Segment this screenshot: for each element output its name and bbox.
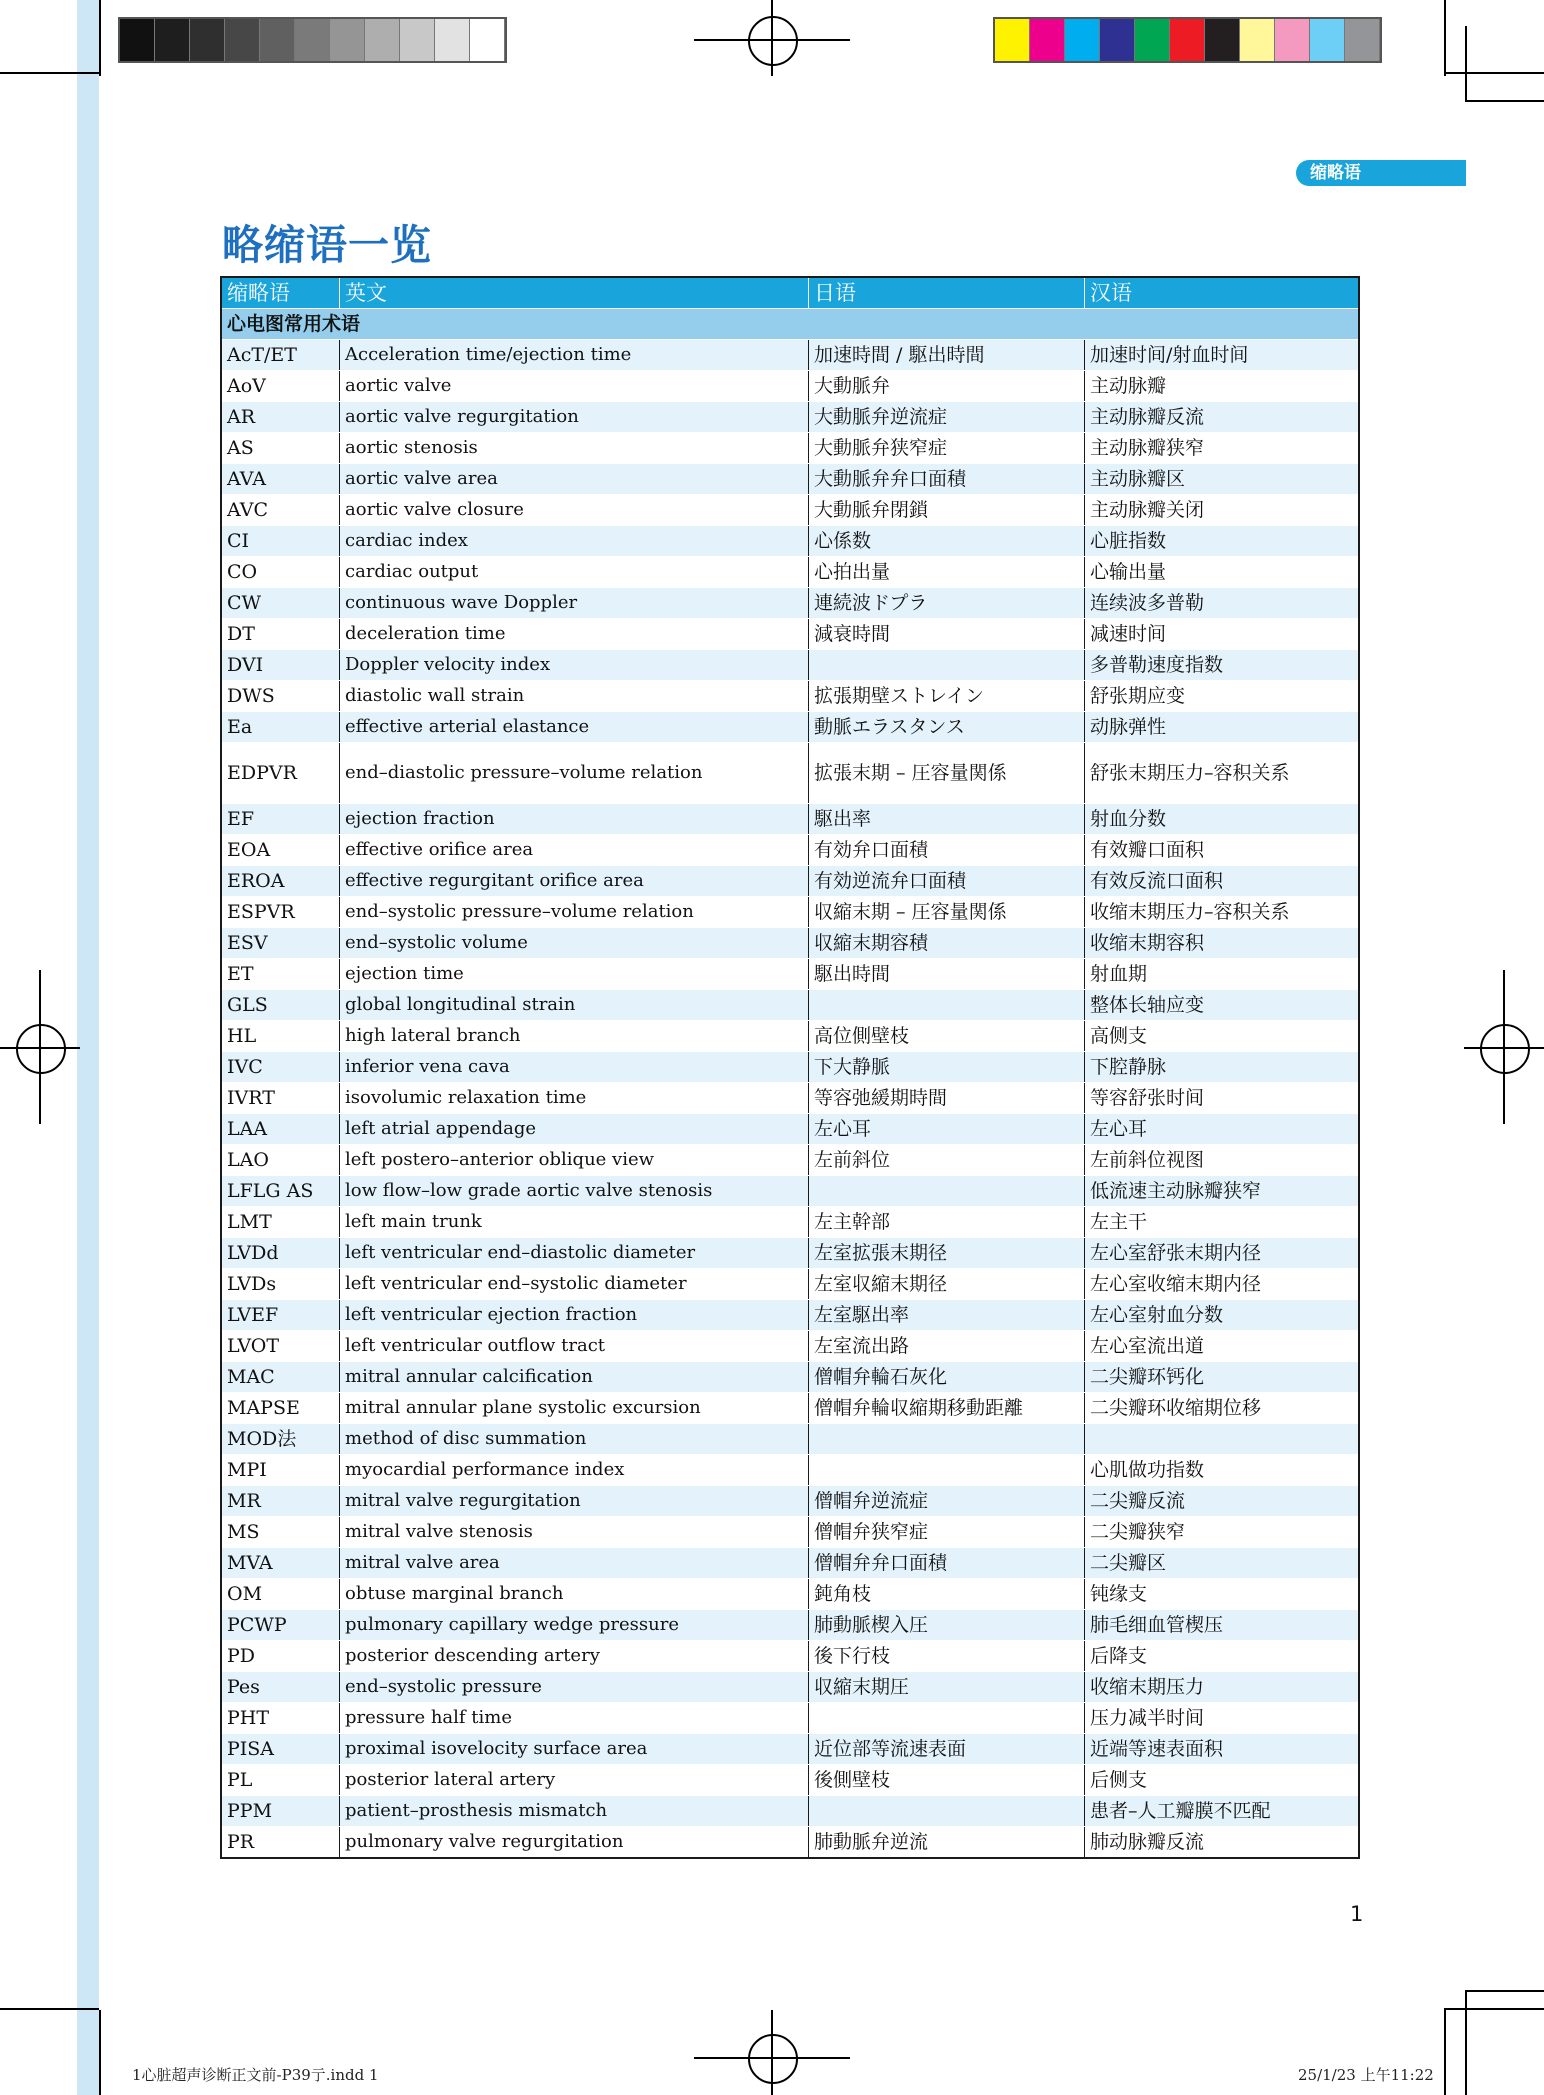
table-row (222, 587, 1358, 618)
footer-timestamp: 25/1/23 上午11:22 (1298, 2066, 1434, 2084)
english-cell: isovolumic relaxation time (340, 1083, 809, 1113)
color-swatch (1275, 19, 1310, 61)
abbreviation-cell: EROA (222, 866, 340, 896)
table-header (222, 278, 1358, 308)
abbreviation-cell: PCWP (222, 1610, 340, 1640)
crop-mark (1444, 2010, 1446, 2095)
japanese-cell: 拡張末期 – 圧容量関係 (809, 743, 1085, 803)
chinese-cell: 主动脉瓣区 (1090, 468, 1186, 490)
english-cell: low flow–low grade aortic valve stenosis (340, 1176, 809, 1206)
table-row (222, 803, 1358, 834)
japanese-cell: 有効弁口面積 (809, 835, 1085, 865)
chinese-cell: 压力减半时间 (1090, 1707, 1205, 1729)
english-cell: mitral valve stenosis (340, 1517, 809, 1547)
color-swatch (470, 19, 505, 61)
chinese-cell: 有效瓣口面积 (1090, 839, 1205, 861)
color-swatch (155, 19, 190, 61)
chinese-cell: 左心室收缩末期内径 (1090, 1273, 1262, 1295)
japanese-cell: 後下行枝 (809, 1641, 1085, 1671)
registration-mark-line (1503, 970, 1505, 1124)
japanese-cell: 有効逆流弁口面積 (809, 866, 1085, 896)
table-row (222, 1423, 1358, 1454)
color-swatch (365, 19, 400, 61)
abbreviation-cell: CW (222, 588, 340, 618)
table-row (222, 711, 1358, 742)
color-swatch (995, 19, 1030, 61)
abbreviation-cell: LAA (222, 1114, 340, 1144)
abbreviation-cell: DT (222, 619, 340, 649)
chinese-cell: 二尖瓣反流 (1090, 1490, 1186, 1512)
english-cell: left ventricular end–diastolic diameter (340, 1238, 809, 1268)
abbreviation-cell: PD (222, 1641, 340, 1671)
english-cell: Doppler velocity index (340, 650, 809, 680)
english-cell: mitral valve regurgitation (340, 1486, 809, 1516)
japanese-cell (809, 1424, 1085, 1454)
registration-mark (748, 2034, 798, 2084)
abbreviation-cell: LVOT (222, 1331, 340, 1361)
english-cell: global longitudinal strain (340, 990, 809, 1020)
english-cell: end–systolic pressure (340, 1672, 809, 1702)
color-swatch (1030, 19, 1065, 61)
color-swatch (1065, 19, 1100, 61)
table-row (222, 1733, 1358, 1764)
japanese-cell: 僧帽弁輪石灰化 (809, 1362, 1085, 1392)
english-cell: high lateral branch (340, 1021, 809, 1051)
chinese-cell: 心输出量 (1090, 561, 1167, 583)
chinese-cell: 二尖瓣环钙化 (1090, 1366, 1205, 1388)
japanese-cell: 大動脈弁狭窄症 (809, 433, 1085, 463)
header-japanese: 日语 (809, 278, 1085, 308)
abbreviation-cell: MVA (222, 1548, 340, 1578)
color-swatch (400, 19, 435, 61)
abbreviation-cell: Pes (222, 1672, 340, 1702)
header-chinese: 汉语 (1090, 281, 1132, 305)
table-row (222, 742, 1358, 803)
table-row (222, 834, 1358, 865)
table-row (222, 958, 1358, 989)
abbreviation-cell: AcT/ET (222, 340, 340, 370)
english-cell: left ventricular outflow tract (340, 1331, 809, 1361)
abbreviation-cell: Ea (222, 712, 340, 742)
japanese-cell: 僧帽弁逆流症 (809, 1486, 1085, 1516)
japanese-cell: 収縮末期容積 (809, 928, 1085, 958)
english-cell: end–systolic volume (340, 928, 809, 958)
english-cell: ejection time (340, 959, 809, 989)
chinese-cell: 主动脉瓣 (1090, 375, 1167, 397)
abbreviation-cell: GLS (222, 990, 340, 1020)
table-row (222, 1175, 1358, 1206)
table-row (222, 1392, 1358, 1423)
japanese-cell: 下大静脈 (809, 1052, 1085, 1082)
header-abbreviation: 缩略语 (222, 278, 340, 308)
table-row (222, 1485, 1358, 1516)
chinese-cell: 左心耳 (1090, 1118, 1148, 1140)
english-cell: posterior descending artery (340, 1641, 809, 1671)
japanese-cell: 後側壁枝 (809, 1765, 1085, 1795)
english-cell: aortic valve area (340, 464, 809, 494)
english-cell: left ventricular ejection fraction (340, 1300, 809, 1330)
chinese-cell: 左心室射血分数 (1090, 1304, 1224, 1326)
chinese-cell: 整体长轴应变 (1090, 994, 1205, 1016)
abbreviation-cell: EDPVR (222, 743, 340, 803)
abbreviation-cell: LVDd (222, 1238, 340, 1268)
chinese-cell: 收缩末期容积 (1090, 932, 1205, 954)
chinese-cell: 钝缘支 (1090, 1583, 1148, 1605)
crop-mark (1465, 100, 1544, 102)
table-body (222, 339, 1358, 1857)
japanese-cell: 左主幹部 (809, 1207, 1085, 1237)
abbreviation-cell: HL (222, 1021, 340, 1051)
table-row (222, 432, 1358, 463)
chinese-cell: 左主干 (1090, 1211, 1148, 1233)
abbreviation-cell: LVDs (222, 1269, 340, 1299)
chinese-cell: 有效反流口面积 (1090, 870, 1224, 892)
japanese-cell: 僧帽弁弁口面積 (809, 1548, 1085, 1578)
abbreviation-cell: ESV (222, 928, 340, 958)
japanese-cell: 等容弛緩期時間 (809, 1083, 1085, 1113)
registration-mark (748, 16, 798, 66)
crop-mark (99, 2010, 101, 2095)
crop-mark (99, 0, 101, 76)
table-row (222, 1020, 1358, 1051)
chinese-cell: 左前斜位视图 (1090, 1149, 1205, 1171)
abbreviation-cell: AoV (222, 371, 340, 401)
english-cell: mitral annular plane systolic excursion (340, 1393, 809, 1423)
chinese-cell: 多普勒速度指数 (1090, 654, 1224, 676)
table-row (222, 927, 1358, 958)
table-row (222, 463, 1358, 494)
abbreviation-cell: LVEF (222, 1300, 340, 1330)
english-cell: effective regurgitant orifice area (340, 866, 809, 896)
chinese-cell: 收缩末期压力 (1090, 1676, 1205, 1698)
table-row (222, 525, 1358, 556)
registration-mark (1480, 1024, 1530, 1074)
chinese-cell: 主动脉瓣关闭 (1090, 499, 1205, 521)
japanese-cell: 大動脈弁 (809, 371, 1085, 401)
japanese-cell: 大動脈弁逆流症 (809, 402, 1085, 432)
color-swatch (1310, 19, 1345, 61)
abbreviation-cell: IVC (222, 1052, 340, 1082)
table-row (222, 1268, 1358, 1299)
table-row (222, 1795, 1358, 1826)
japanese-cell (809, 1703, 1085, 1733)
chinese-cell: 心脏指数 (1090, 530, 1167, 552)
english-cell: posterior lateral artery (340, 1765, 809, 1795)
registration-mark-line (771, 0, 773, 76)
chinese-cell: 近端等速表面积 (1090, 1738, 1224, 1760)
abbreviation-cell: ESPVR (222, 897, 340, 927)
table-row (222, 1082, 1358, 1113)
chinese-cell: 二尖瓣环收缩期位移 (1090, 1397, 1262, 1419)
table-row (222, 1206, 1358, 1237)
english-cell: diastolic wall strain (340, 681, 809, 711)
english-cell: pressure half time (340, 1703, 809, 1733)
abbreviation-cell: AS (222, 433, 340, 463)
registration-mark-line (39, 970, 41, 1124)
japanese-cell: 左室駆出率 (809, 1300, 1085, 1330)
english-cell: aortic valve regurgitation (340, 402, 809, 432)
registration-mark (16, 1024, 66, 1074)
table-row (222, 1609, 1358, 1640)
english-cell: method of disc summation (340, 1424, 809, 1454)
chinese-cell: 加速时间/射血时间 (1090, 344, 1249, 366)
english-cell: left atrial appendage (340, 1114, 809, 1144)
japanese-cell (809, 650, 1085, 680)
table-row (222, 1330, 1358, 1361)
table-row (222, 989, 1358, 1020)
chinese-cell: 动脉弹性 (1090, 716, 1167, 738)
abbreviation-cell: ET (222, 959, 340, 989)
table-row (222, 1361, 1358, 1392)
japanese-cell: 大動脈弁弁口面積 (809, 464, 1085, 494)
abbreviation-cell: MR (222, 1486, 340, 1516)
japanese-cell: 収縮末期 – 圧容量関係 (809, 897, 1085, 927)
abbreviation-cell: PR (222, 1827, 340, 1857)
chinese-cell: 后降支 (1090, 1645, 1148, 1667)
chinese-cell: 二尖瓣狭窄 (1090, 1521, 1186, 1543)
japanese-cell: 収縮末期圧 (809, 1672, 1085, 1702)
abbreviation-cell: PHT (222, 1703, 340, 1733)
header-english: 英文 (340, 278, 809, 308)
table-row (222, 370, 1358, 401)
crop-mark (0, 72, 99, 74)
english-cell: end–diastolic pressure–volume relation (340, 743, 809, 803)
japanese-cell: 肺動脈楔入圧 (809, 1610, 1085, 1640)
table-row (222, 896, 1358, 927)
chinese-cell: 主动脉瓣狭窄 (1090, 437, 1205, 459)
crop-mark (0, 2008, 99, 2010)
english-cell: ejection fraction (340, 804, 809, 834)
abbreviation-cell: MPI (222, 1455, 340, 1485)
chinese-cell: 减速时间 (1090, 623, 1167, 645)
japanese-cell: 高位側壁枝 (809, 1021, 1085, 1051)
table-row (222, 1144, 1358, 1175)
color-swatch (1135, 19, 1170, 61)
table-row (222, 1826, 1358, 1857)
english-cell: proximal isovelocity surface area (340, 1734, 809, 1764)
abbreviation-cell: EOA (222, 835, 340, 865)
english-cell: end–systolic pressure–volume relation (340, 897, 809, 927)
registration-mark-line (771, 2010, 773, 2095)
table-row (222, 1516, 1358, 1547)
table-row (222, 339, 1358, 370)
crop-mark (1465, 1990, 1467, 2095)
english-cell: left postero–anterior oblique view (340, 1145, 809, 1175)
japanese-cell: 動脈エラスタンス (809, 712, 1085, 742)
japanese-cell (809, 990, 1085, 1020)
japanese-cell: 大動脈弁閉鎖 (809, 495, 1085, 525)
english-cell: left main trunk (340, 1207, 809, 1237)
english-cell: effective arterial elastance (340, 712, 809, 742)
crop-mark (1465, 1990, 1544, 1992)
japanese-cell: 加速時間 / 駆出時間 (809, 340, 1085, 370)
chinese-cell: 肺毛细血管楔压 (1090, 1614, 1224, 1636)
section-tag: 缩略语 (1296, 160, 1466, 186)
abbreviation-cell: LMT (222, 1207, 340, 1237)
japanese-cell: 僧帽弁輪収縮期移動距離 (809, 1393, 1085, 1423)
english-cell: inferior vena cava (340, 1052, 809, 1082)
chinese-cell: 舒张期应变 (1090, 685, 1186, 707)
chinese-cell: 下腔静脉 (1090, 1056, 1167, 1078)
table-row (222, 618, 1358, 649)
page-number: 1 (1350, 1902, 1364, 1926)
color-swatch (1345, 19, 1380, 61)
abbreviation-cell: DVI (222, 650, 340, 680)
color-swatch (295, 19, 330, 61)
table-row (222, 1671, 1358, 1702)
table-row (222, 680, 1358, 711)
english-cell: aortic stenosis (340, 433, 809, 463)
english-cell: pulmonary capillary wedge pressure (340, 1610, 809, 1640)
chinese-cell: 左心室舒张末期内径 (1090, 1242, 1262, 1264)
table-row (222, 1702, 1358, 1733)
footer-filename: 1心脏超声诊断正文前-P39亍.indd 1 (132, 2066, 379, 2084)
english-cell: patient–prosthesis mismatch (340, 1796, 809, 1826)
japanese-cell: 僧帽弁狭窄症 (809, 1517, 1085, 1547)
table-row (222, 556, 1358, 587)
abbreviation-cell: DWS (222, 681, 340, 711)
table-row (222, 865, 1358, 896)
abbreviation-cell: PL (222, 1765, 340, 1795)
table-row (222, 1051, 1358, 1082)
english-cell: aortic valve (340, 371, 809, 401)
japanese-cell: 駆出時間 (809, 959, 1085, 989)
japanese-cell (809, 1455, 1085, 1485)
chinese-cell: 二尖瓣区 (1090, 1552, 1167, 1574)
english-cell: effective orifice area (340, 835, 809, 865)
color-calibration-bar (993, 17, 1382, 63)
table-row (222, 1299, 1358, 1330)
japanese-cell: 駆出率 (809, 804, 1085, 834)
table-row (222, 1113, 1358, 1144)
japanese-cell: 近位部等流速表面 (809, 1734, 1085, 1764)
chinese-cell (1085, 1424, 1358, 1454)
japanese-cell: 左室流出路 (809, 1331, 1085, 1361)
japanese-cell: 心拍出量 (809, 557, 1085, 587)
english-cell: obtuse marginal branch (340, 1579, 809, 1609)
abbreviation-cell: AR (222, 402, 340, 432)
color-swatch (1100, 19, 1135, 61)
color-swatch (190, 19, 225, 61)
color-swatch (435, 19, 470, 61)
japanese-cell (809, 1176, 1085, 1206)
table-row (222, 649, 1358, 680)
chinese-cell: 患者–人工瓣膜不匹配 (1090, 1800, 1271, 1822)
color-swatch (1170, 19, 1205, 61)
abbreviation-cell: MOD法 (222, 1424, 340, 1454)
table-row (222, 1640, 1358, 1671)
abbreviation-cell: PPM (222, 1796, 340, 1826)
table-row (222, 1454, 1358, 1485)
abbreviation-cell: AVC (222, 495, 340, 525)
japanese-cell: 肺動脈弁逆流 (809, 1827, 1085, 1857)
chinese-cell: 收缩末期压力–容积关系 (1090, 901, 1290, 923)
english-cell: deceleration time (340, 619, 809, 649)
table-row (222, 494, 1358, 525)
chinese-cell: 后侧支 (1090, 1769, 1148, 1791)
chinese-cell: 肺动脉瓣反流 (1090, 1831, 1205, 1853)
english-cell: mitral annular calcification (340, 1362, 809, 1392)
left-margin-strip (77, 0, 99, 2095)
abbreviation-cell: MAC (222, 1362, 340, 1392)
chinese-cell: 低流速主动脉瓣狭窄 (1090, 1180, 1262, 1202)
english-cell: aortic valve closure (340, 495, 809, 525)
japanese-cell: 左前斜位 (809, 1145, 1085, 1175)
chinese-cell: 舒张末期压力–容积关系 (1090, 762, 1290, 784)
table-row (222, 1764, 1358, 1795)
chinese-cell: 高侧支 (1090, 1025, 1148, 1047)
crop-mark (1465, 26, 1467, 102)
abbreviation-cell: AVA (222, 464, 340, 494)
japanese-cell: 拡張期壁ストレイン (809, 681, 1085, 711)
japanese-cell: 減衰時間 (809, 619, 1085, 649)
abbreviation-cell: OM (222, 1579, 340, 1609)
english-cell: myocardial performance index (340, 1455, 809, 1485)
table-row (222, 401, 1358, 432)
english-cell: cardiac output (340, 557, 809, 587)
english-cell: cardiac index (340, 526, 809, 556)
abbreviation-cell: MS (222, 1517, 340, 1547)
english-cell: Acceleration time/ejection time (340, 340, 809, 370)
chinese-cell: 等容舒张时间 (1090, 1087, 1205, 1109)
crop-mark (1444, 72, 1544, 74)
color-swatch (330, 19, 365, 61)
japanese-cell (809, 1796, 1085, 1826)
color-swatch (225, 19, 260, 61)
abbreviation-cell: LAO (222, 1145, 340, 1175)
chinese-cell: 射血分数 (1090, 808, 1167, 830)
abbreviation-cell: CI (222, 526, 340, 556)
japanese-cell: 連続波ドプラ (809, 588, 1085, 618)
abbreviation-cell: EF (222, 804, 340, 834)
english-cell: left ventricular end–systolic diameter (340, 1269, 809, 1299)
crop-mark (1444, 0, 1446, 76)
table-row (222, 1547, 1358, 1578)
abbreviation-cell: PISA (222, 1734, 340, 1764)
color-swatch (1240, 19, 1275, 61)
abbreviation-cell: MAPSE (222, 1393, 340, 1423)
color-swatch (260, 19, 295, 61)
japanese-cell: 左室拡張末期径 (809, 1238, 1085, 1268)
abbreviation-cell: IVRT (222, 1083, 340, 1113)
table-row (222, 1237, 1358, 1268)
chinese-cell: 连续波多普勒 (1090, 592, 1205, 614)
chinese-cell: 射血期 (1090, 963, 1148, 985)
table-row (222, 1578, 1358, 1609)
color-swatch (1205, 19, 1240, 61)
page-title: 略缩语一览 (222, 221, 432, 269)
abbreviation-table (220, 276, 1360, 1859)
english-cell: mitral valve area (340, 1548, 809, 1578)
gray-calibration-bar (118, 17, 507, 63)
section-heading: 心电图常用术语 (222, 308, 1358, 339)
japanese-cell: 心係数 (809, 526, 1085, 556)
chinese-cell: 心肌做功指数 (1090, 1459, 1205, 1481)
japanese-cell: 鈍角枝 (809, 1579, 1085, 1609)
crop-mark (1444, 2008, 1544, 2010)
abbreviation-cell: CO (222, 557, 340, 587)
japanese-cell: 左室収縮末期径 (809, 1269, 1085, 1299)
chinese-cell: 左心室流出道 (1090, 1335, 1205, 1357)
japanese-cell: 左心耳 (809, 1114, 1085, 1144)
color-swatch (120, 19, 155, 61)
chinese-cell: 主动脉瓣反流 (1090, 406, 1205, 428)
english-cell: pulmonary valve regurgitation (340, 1827, 809, 1857)
abbreviation-cell: LFLG AS (222, 1176, 340, 1206)
english-cell: continuous wave Doppler (340, 588, 809, 618)
